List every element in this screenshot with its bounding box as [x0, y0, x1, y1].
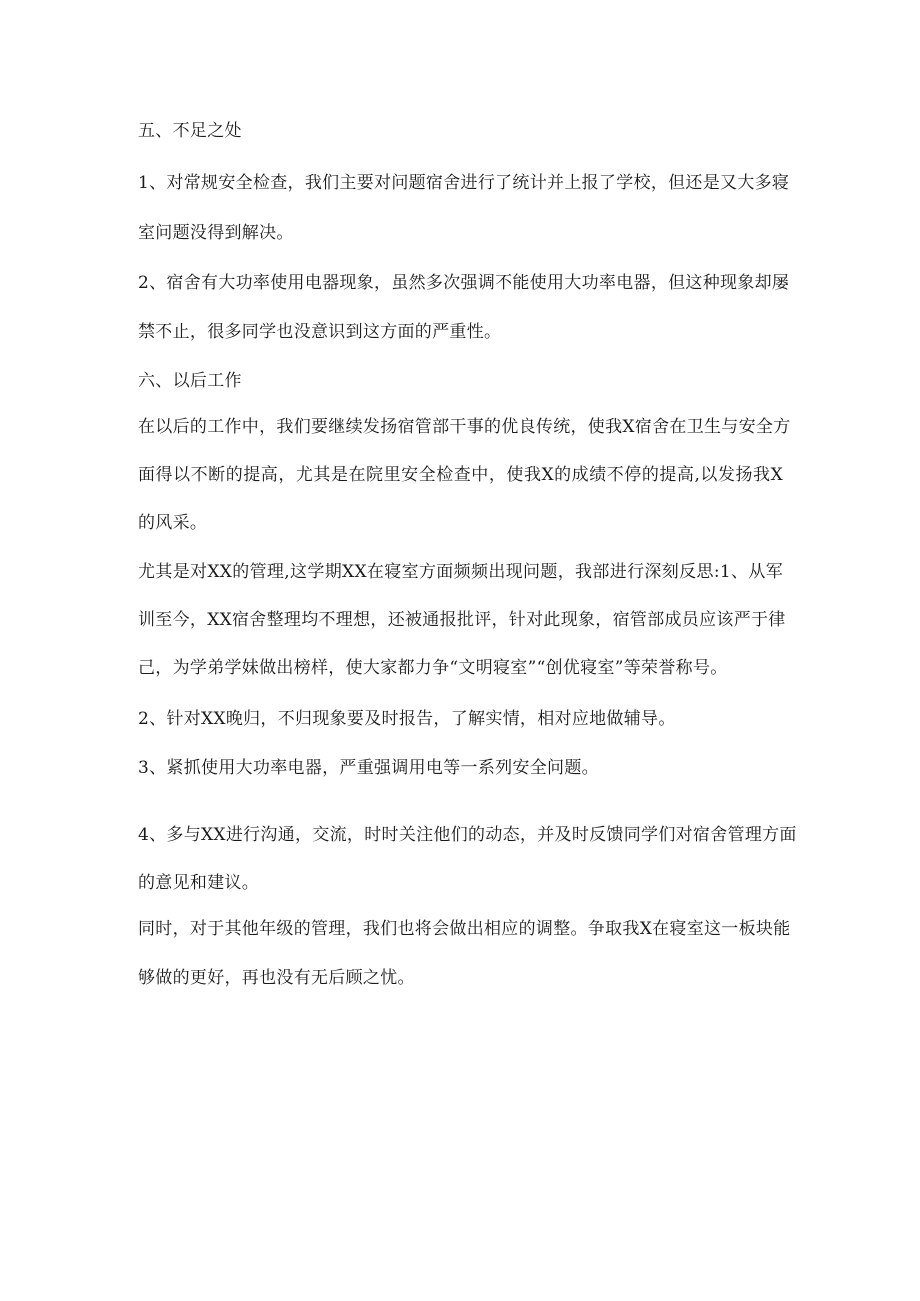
shortcoming-2-line-1: 2、宿舍有大功率使用电器现象，虽然多次强调不能使用大功率电器，但这种现象却屡 — [138, 273, 790, 293]
future-work-para-line-2: 面得以不断的提高，尤其是在院里安全检查中，使我X的成绩不停的提高,以发扬我X — [138, 465, 783, 485]
section-heading-shortcomings: 五、不足之处 — [138, 121, 242, 141]
measure-4-line-2: 的意见和建议。 — [138, 873, 260, 893]
shortcoming-2-line-2: 禁不止，很多同学也没意识到这方面的严重性。 — [138, 322, 502, 342]
other-grades-para-line-1: 同时，对于其他年级的管理，我们也将会做出相应的调整。争取我X在寝室这一板块能 — [138, 919, 791, 939]
shortcoming-1-line-2: 室问题没得到解决。 — [138, 223, 294, 243]
future-work-para-line-1: 在以后的工作中，我们要继续发扬宿管部干事的优良传统，使我X宿舍在卫生与安全方 — [138, 417, 791, 437]
measure-3: 3、紧抓使用大功率电器，严重强调用电等一系列安全问题。 — [138, 758, 599, 778]
shortcoming-1-line-1: 1、对常规安全检查，我们主要对问题宿舍进行了统计并上报了学校，但还是又大多寝 — [138, 173, 790, 193]
measure-4-line-1: 4、多与XX进行沟通，交流，时时关注他们的动态，并及时反馈同学们对宿舍管理方面 — [138, 825, 797, 845]
section-heading-future-work: 六、以后工作 — [138, 371, 242, 391]
future-work-para-line-3: 的风采。 — [138, 513, 208, 533]
management-para-line-2: 训至今，XX宿舍整理均不理想，还被通报批评，针对此现象，宿管部成员应该严于律 — [138, 610, 786, 630]
management-para-line-1: 尤其是对XX的管理,这学期XX在寝室方面频频出现问题，我部进行深刻反思:1、从军 — [138, 562, 783, 582]
management-para-line-3: 己，为学弟学妹做出榜样，使大家都力争“文明寝室”“创优寝室”等荣誉称号。 — [138, 658, 728, 678]
other-grades-para-line-2: 够做的更好，再也没有无后顾之忧。 — [138, 968, 415, 988]
measure-2: 2、针对XX晚归，不归现象要及时报告，了解实情，相对应地做辅导。 — [138, 709, 676, 729]
